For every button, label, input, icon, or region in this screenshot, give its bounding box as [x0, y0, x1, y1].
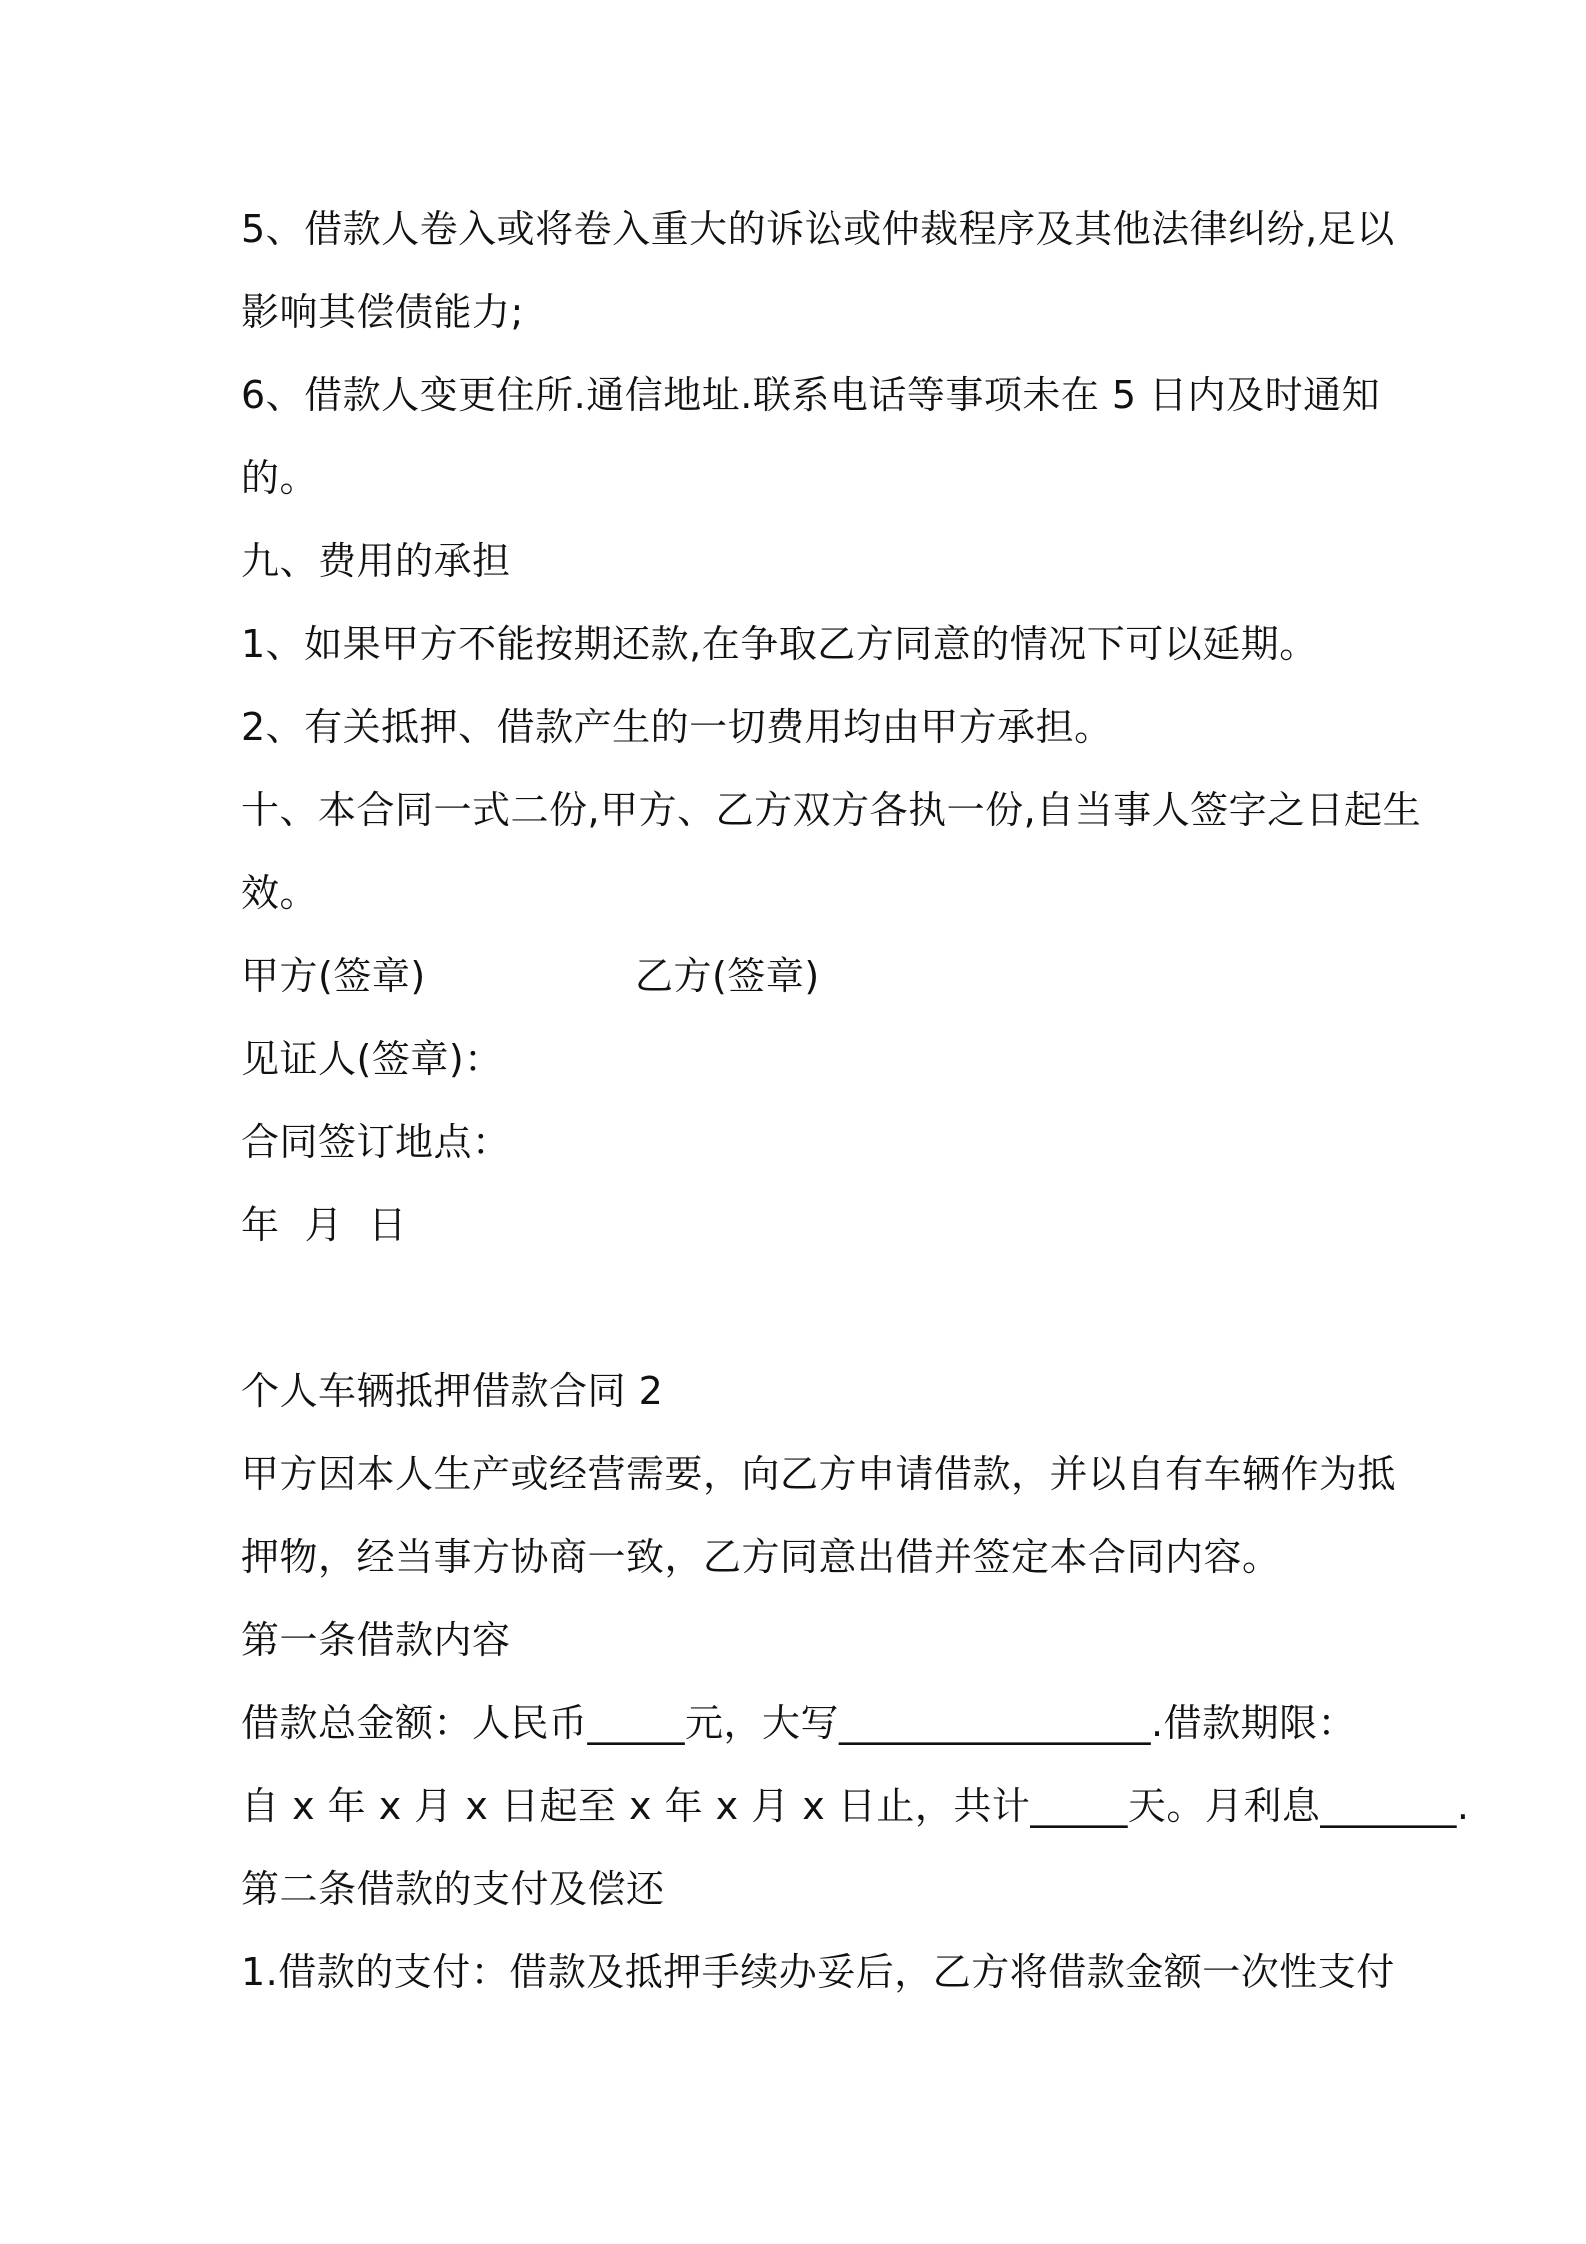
article-1-line-1: 借款总金额：人民币_____元，大写________________.借款期限： [241, 1701, 1357, 1745]
contract-2-intro-line-1: 甲方因本人生产或经营需要，向乙方申请借款，并以自有车辆作为抵 [241, 1452, 1397, 1496]
clause-item-6-line-1: 6、借款人变更住所.通信地址.联系电话等事项未在 5 日内及时通知 [241, 373, 1381, 417]
clause-9-2: 2、有关抵押、借款产生的一切费用均由甲方承担。 [241, 705, 1113, 749]
section-heading-9: 九、费用的承担 [241, 539, 511, 583]
clause-item-6-line-2: 的。 [241, 456, 319, 500]
contract-2-intro-line-2: 押物，经当事方协商一致，乙方同意出借并签定本合同内容。 [241, 1535, 1281, 1579]
signing-date: 年 月 日 [241, 1203, 407, 1247]
signature-witness: 见证人(签章)： [241, 1037, 503, 1081]
signature-party-a: 甲方(签章) [241, 954, 426, 998]
clause-item-5-line-2: 影响其偿债能力; [241, 290, 524, 334]
clause-10-line-1: 十、本合同一式二份,甲方、乙方双方各执一份,自当事人签字之日起生 [241, 788, 1422, 832]
contract-2-title: 个人车辆抵押借款合同 2 [241, 1369, 664, 1413]
signature-party-b: 乙方(签章) [635, 954, 820, 998]
article-2-line-1: 1.借款的支付：借款及抵押手续办妥后，乙方将借款金额一次性支付 [241, 1950, 1395, 1994]
clause-item-5-line-1: 5、借款人卷入或将卷入重大的诉讼或仲裁程序及其他法律纠纷,足以 [241, 207, 1395, 251]
article-1-line-2: 自 x 年 x 月 x 日起至 x 年 x 月 x 日止，共计_____天。月利息_______. [241, 1784, 1470, 1828]
clause-9-1: 1、如果甲方不能按期还款,在争取乙方同意的情况下可以延期。 [241, 622, 1318, 666]
signing-place: 合同签订地点： [241, 1120, 511, 1164]
article-1-heading: 第一条借款内容 [241, 1618, 511, 1662]
article-2-heading: 第二条借款的支付及偿还 [241, 1867, 665, 1911]
clause-10-line-2: 效。 [241, 871, 319, 915]
